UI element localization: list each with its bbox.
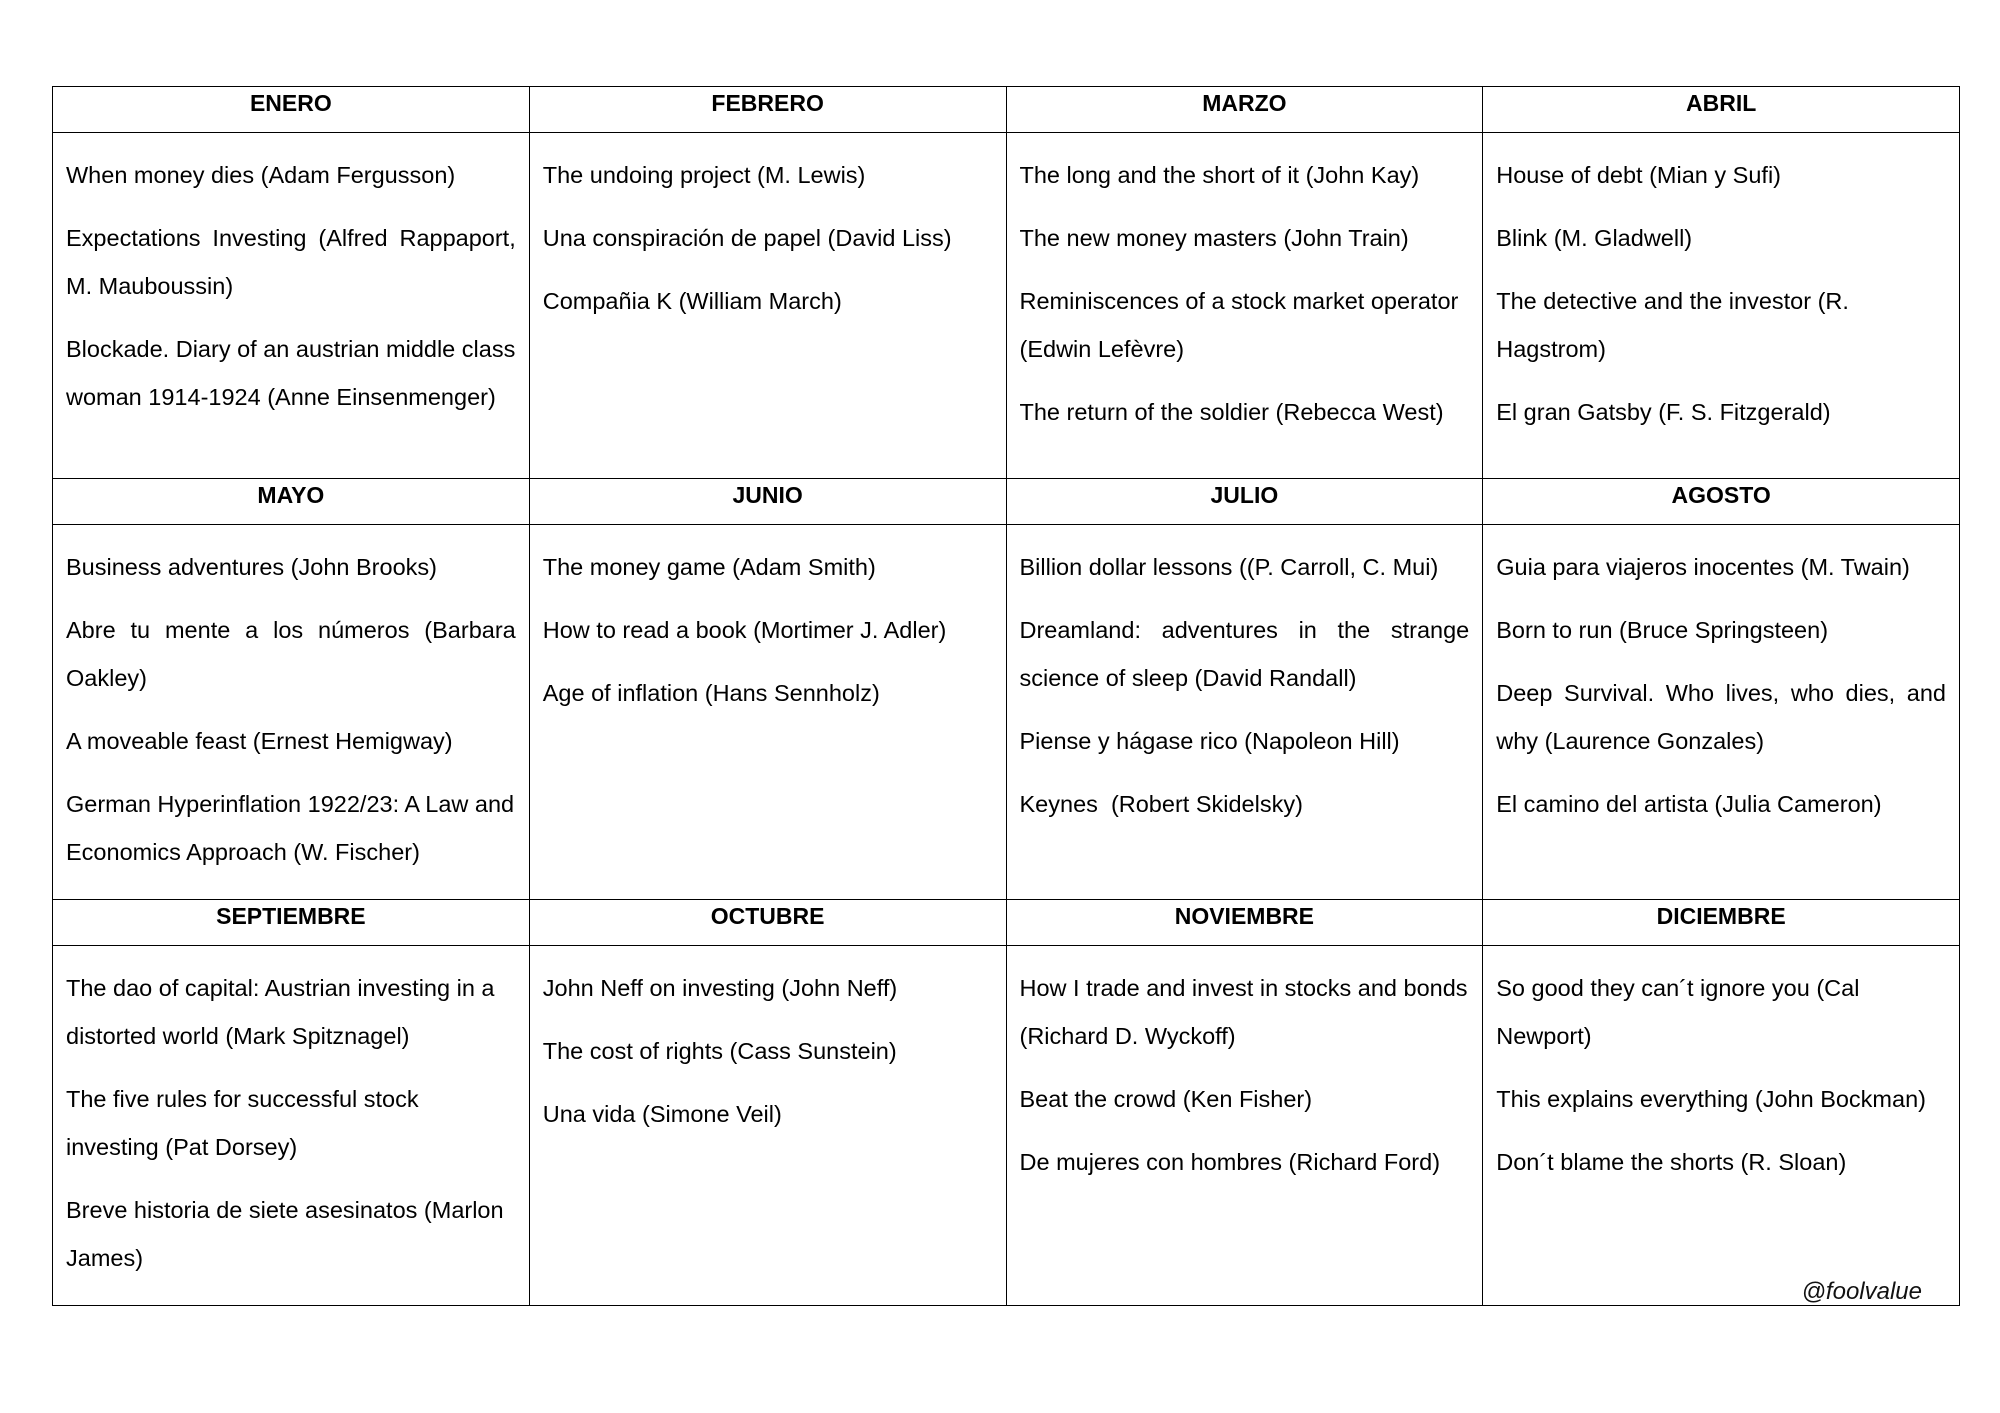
book-entry: Don´t blame the shorts (R. Sloan) (1496, 1149, 1847, 1175)
month-books-agosto (1483, 525, 1960, 900)
book-entry: The five rules for successful stock investing (Pat Dorsey) (66, 1086, 419, 1160)
month-books-marzo (1006, 133, 1483, 479)
month-header-noviembre: NOVIEMBRE (1006, 900, 1483, 946)
book-entry: The new money masters (John Train) (1019, 225, 1409, 251)
book-entry: De mujeres con hombres (Richard Ford) (1019, 1149, 1441, 1175)
month-books-diciembre (1483, 946, 1960, 1306)
book-entry: How I trade and invest in stocks and bonds (Richard D. Wyckoff) (1019, 975, 1468, 1049)
book-entry: El gran Gatsby (F. S. Fitzgerald) (1496, 399, 1831, 425)
book-entry: German Hyperinflation 1922/23: A Law and Economics Approach (W. Fischer) (66, 791, 515, 865)
month-header-septiembre: SEPTIEMBRE (53, 900, 530, 946)
month-header-row (53, 87, 1960, 133)
month-header-mayo: MAYO (53, 479, 530, 525)
month-books-row (53, 946, 1960, 1306)
book-entry: Compañia K (William March) (542, 288, 842, 314)
month-books-febrero (529, 133, 1006, 479)
month-header-octubre: OCTUBRE (529, 900, 1006, 946)
book-entry: The money game (Adam Smith) (542, 554, 876, 580)
book-entry: Blink (M. Gladwell) (1496, 225, 1693, 251)
book-entry: Keynes (Robert Skidelsky) (1019, 791, 1303, 817)
month-books-septiembre (53, 946, 530, 1306)
month-header-agosto: AGOSTO (1483, 479, 1960, 525)
book-entry: Beat the crowd (Ken Fisher) (1019, 1086, 1313, 1112)
month-books-noviembre (1006, 946, 1483, 1306)
book-entry: Piense y hágase rico (Napoleon Hill) (1019, 728, 1400, 754)
book-entry: Age of inflation (Hans Sennholz) (542, 680, 880, 706)
book-entry: When money dies (Adam Fergusson) (66, 162, 456, 188)
month-books-row (53, 133, 1960, 479)
author-signature: @foolvalue (1801, 1278, 1922, 1305)
book-entry: Business adventures (John Brooks) (66, 554, 437, 580)
book-entry: How to read a book (Mortimer J. Adler) (542, 617, 947, 643)
reading-list-table (52, 86, 1960, 1306)
month-header-junio: JUNIO (529, 479, 1006, 525)
month-header-row (53, 900, 1960, 946)
book-entry: Dreamland: adventures in the strange science of sleep (David Randall) (1019, 617, 1470, 691)
month-books-mayo (53, 525, 530, 900)
book-entry: The undoing project (M. Lewis) (542, 162, 866, 188)
month-header-julio: JULIO (1006, 479, 1483, 525)
month-books-junio (529, 525, 1006, 900)
book-entry: El camino del artista (Julia Cameron) (1496, 791, 1882, 817)
month-books-row (53, 525, 1960, 900)
book-entry: Expectations Investing (Alfred Rappaport, M. Mauboussin) (66, 225, 516, 299)
month-header-enero: ENERO (53, 87, 530, 133)
month-books-octubre (529, 946, 1006, 1306)
month-books-julio (1006, 525, 1483, 900)
book-entry: The return of the soldier (Rebecca West) (1019, 399, 1444, 425)
month-header-row (53, 479, 1960, 525)
book-entry: John Neff on investing (John Neff) (542, 975, 898, 1001)
book-entry: The detective and the investor (R. Hagstrom) (1496, 288, 1849, 362)
book-entry: The long and the short of it (John Kay) (1019, 162, 1420, 188)
book-entry: Born to run (Bruce Springsteen) (1496, 617, 1829, 643)
book-entry: A moveable feast (Ernest Hemigway) (66, 728, 453, 754)
book-entry: The cost of rights (Cass Sunstein) (542, 1038, 897, 1064)
book-entry: Breve historia de siete asesinatos (Marlon James) (66, 1197, 504, 1271)
book-entry: This explains everything (John Bockman) (1496, 1086, 1926, 1112)
book-entry: House of debt (Mian y Sufi) (1496, 162, 1781, 188)
month-header-abril: ABRIL (1483, 87, 1960, 133)
month-header-febrero: FEBRERO (529, 87, 1006, 133)
book-entry: Una vida (Simone Veil) (542, 1101, 782, 1127)
book-entry: Una conspiración de papel (David Liss) (542, 225, 952, 251)
month-books-abril (1483, 133, 1960, 479)
month-header-diciembre: DICIEMBRE (1483, 900, 1960, 946)
month-header-marzo: MARZO (1006, 87, 1483, 133)
book-entry: Billion dollar lessons ((P. Carroll, C. Mui) (1019, 554, 1439, 580)
book-entry: Guia para viajeros inocentes (M. Twain) (1496, 554, 1910, 580)
book-entry: Blockade. Diary of an austrian middle class woman 1914-1924 (Anne Einsenmenger) (66, 336, 516, 410)
month-books-enero (53, 133, 530, 479)
book-entry: Abre tu mente a los números (Barbara Oakley) (66, 617, 516, 691)
book-entry: Deep Survival. Who lives, who dies, and why (Laurence Gonzales) (1496, 680, 1946, 754)
book-entry: So good they can´t ignore you (Cal Newport) (1496, 975, 1860, 1049)
book-entry: Reminiscences of a stock market operator (Edwin Lefèvre) (1019, 288, 1459, 362)
book-entry: The dao of capital: Austrian investing in a distorted world (Mark Spitznagel) (66, 975, 495, 1049)
